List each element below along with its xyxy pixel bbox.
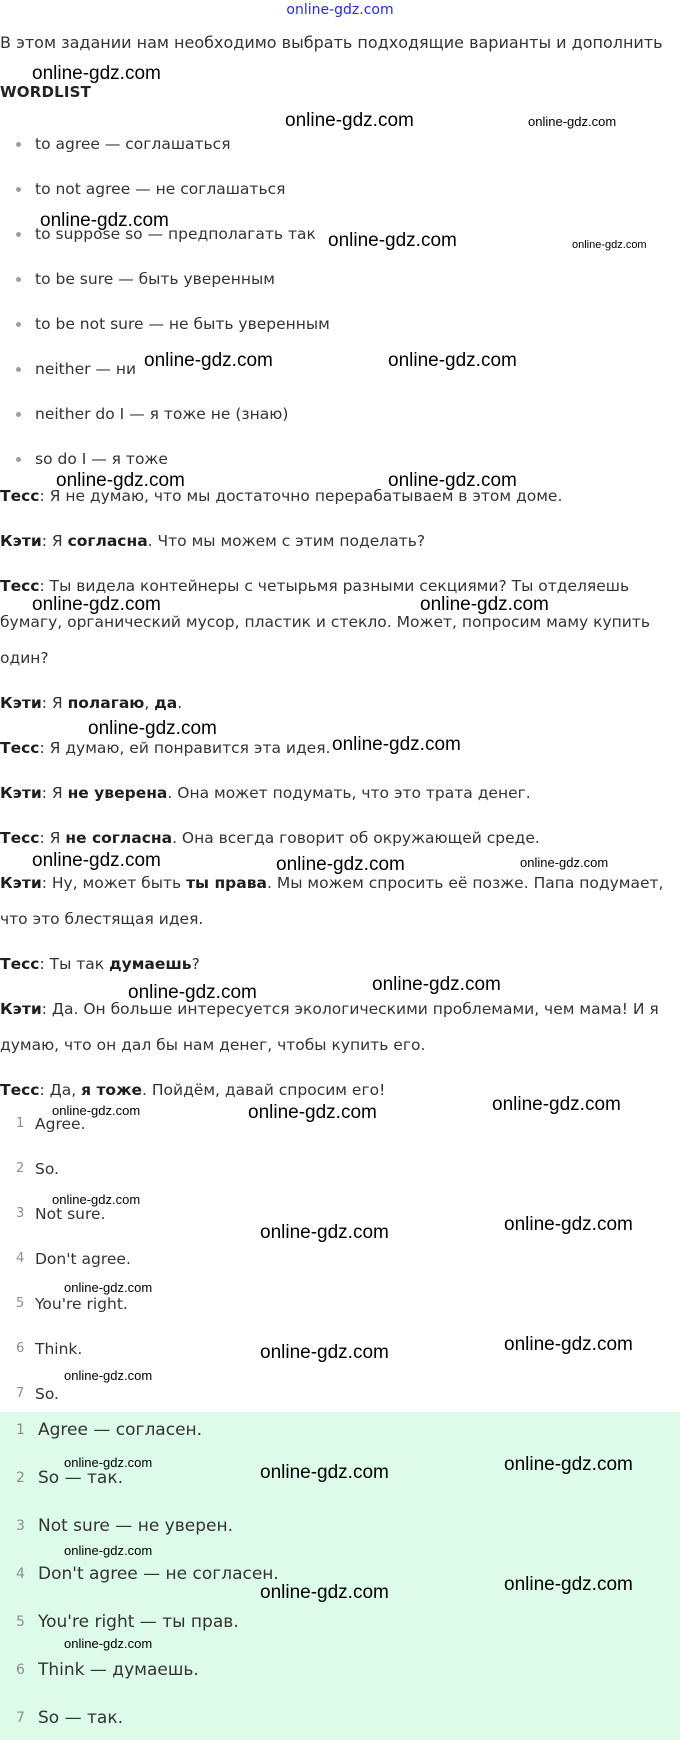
- answer-word: не уверена: [67, 784, 168, 802]
- bullet-icon: [16, 277, 21, 282]
- watermark: online-gdz.com: [260, 1582, 389, 1603]
- dialog-line-cont: думаю, что он дал бы нам денег, чтобы купить его.: [0, 1036, 426, 1054]
- speaker-name: Кэти: [0, 1000, 42, 1018]
- watermark: online-gdz.com: [64, 1280, 153, 1295]
- watermark: online-gdz.com: [420, 594, 549, 615]
- answer-word: думаешь: [109, 955, 192, 973]
- watermark: online-gdz.com: [520, 855, 609, 870]
- watermark: online-gdz.com: [328, 230, 457, 251]
- intro-text: В этом задании нам необходимо выбрать подходящие варианты и дополнить: [0, 33, 663, 52]
- bullet-icon: [16, 457, 21, 462]
- dialog-line: Кэти: Я полагаю, да.: [0, 694, 183, 712]
- watermark: online-gdz.com: [504, 1334, 633, 1355]
- dialog-line: Тесс: Ты видела контейнеры с четырьмя разными секциями? Ты отделяешь: [0, 577, 630, 595]
- watermark: online-gdz.com: [64, 1368, 153, 1383]
- wordlist-heading: WORDLIST: [0, 83, 92, 101]
- dialog-line: Тесс: Я думаю, ей понравится эта идея.: [0, 739, 331, 757]
- watermark: online-gdz.com: [32, 63, 161, 84]
- dialog-line: Кэти: Я согласна. Что мы можем с этим поделать?: [0, 532, 426, 550]
- dialog-line: Кэти: Ну, может быть ты права. Мы можем спросить её позже. Папа подумает,: [0, 874, 664, 892]
- solution-box: 1 Agree — согласен. 2 So — так. 3 Not sure — не уверен. 4 Don't agree — не согласен. 5 You're right — ты прав. 6 Think — думаешь. 7 So — так.: [0, 1412, 680, 1740]
- dialog-line: Тесс: Я не согласна. Она всегда говорит об окружающей среде.: [0, 829, 540, 847]
- bullet-icon: [16, 187, 21, 192]
- watermark: online-gdz.com: [64, 1455, 153, 1470]
- answer-word: ты права: [186, 874, 267, 892]
- dialog-line-cont: бумагу, органический мусор, пластик и стекло. Может, попросим маму купить: [0, 613, 651, 631]
- watermark: online-gdz.com: [572, 239, 647, 251]
- speaker-name: Кэти: [0, 784, 42, 802]
- watermark: online-gdz.com: [260, 1222, 389, 1243]
- answer-word: да: [154, 694, 178, 712]
- watermark: online-gdz.com: [528, 114, 617, 129]
- watermark: online-gdz.com: [332, 734, 461, 755]
- speaker-name: Тесс: [0, 955, 40, 973]
- bullet-icon: [16, 412, 21, 417]
- watermark: online-gdz.com: [40, 210, 169, 231]
- speaker-name: Тесс: [0, 487, 40, 505]
- watermark: online-gdz.com: [32, 594, 161, 615]
- dialog-line: Тесс: Ты так думаешь?: [0, 955, 200, 973]
- bullet-icon: [16, 142, 21, 147]
- dialog-line-cont: один?: [0, 649, 49, 667]
- watermark: online-gdz.com: [388, 470, 517, 491]
- speaker-name: Тесс: [0, 1081, 40, 1099]
- watermark: online-gdz.com: [128, 982, 257, 1003]
- speaker-name: Кэти: [0, 532, 42, 550]
- site-header: online-gdz.com: [286, 2, 394, 18]
- watermark: online-gdz.com: [260, 1462, 389, 1483]
- speaker-name: Кэти: [0, 874, 42, 892]
- watermark: online-gdz.com: [56, 470, 185, 491]
- bullet-icon: [16, 367, 21, 372]
- watermark: online-gdz.com: [504, 1214, 633, 1235]
- dialog-line: Тесс: Я не думаю, что мы достаточно перерабатываем в этом доме.: [0, 487, 563, 505]
- speaker-name: Тесс: [0, 577, 40, 595]
- answer-word: полагаю: [67, 694, 145, 712]
- watermark: online-gdz.com: [52, 1103, 141, 1118]
- watermark: online-gdz.com: [64, 1636, 153, 1651]
- watermark: online-gdz.com: [52, 1192, 141, 1207]
- watermark: online-gdz.com: [372, 974, 501, 995]
- watermark: online-gdz.com: [276, 854, 405, 875]
- bullet-icon: [16, 322, 21, 327]
- speaker-name: Кэти: [0, 694, 42, 712]
- dialog-line-cont: что это блестящая идея.: [0, 910, 204, 928]
- watermark: online-gdz.com: [285, 110, 414, 131]
- watermark: online-gdz.com: [492, 1094, 621, 1115]
- watermark: online-gdz.com: [388, 350, 517, 371]
- bullet-icon: [16, 232, 21, 237]
- answer-word: согласна: [67, 532, 148, 550]
- watermark: online-gdz.com: [144, 350, 273, 371]
- watermark: online-gdz.com: [88, 718, 217, 739]
- watermark: online-gdz.com: [504, 1574, 633, 1595]
- watermark: online-gdz.com: [248, 1102, 377, 1123]
- dialog-line: Тесс: Да, я тоже. Пойдём, давай спросим его!: [0, 1081, 386, 1099]
- dialog-line: Кэти: Да. Он больше интересуется экологическими проблемами, чем мама! И я: [0, 1000, 659, 1018]
- speaker-name: Тесс: [0, 739, 40, 757]
- speaker-name: Тесс: [0, 829, 40, 847]
- watermark: online-gdz.com: [260, 1342, 389, 1363]
- answer-word: я тоже: [81, 1081, 143, 1099]
- watermark: online-gdz.com: [64, 1543, 153, 1558]
- watermark: online-gdz.com: [504, 1454, 633, 1475]
- watermark: online-gdz.com: [32, 850, 161, 871]
- answer-word: не согласна: [65, 829, 173, 847]
- dialog-line: Кэти: Я не уверена. Она может подумать, что это трата денег.: [0, 784, 531, 802]
